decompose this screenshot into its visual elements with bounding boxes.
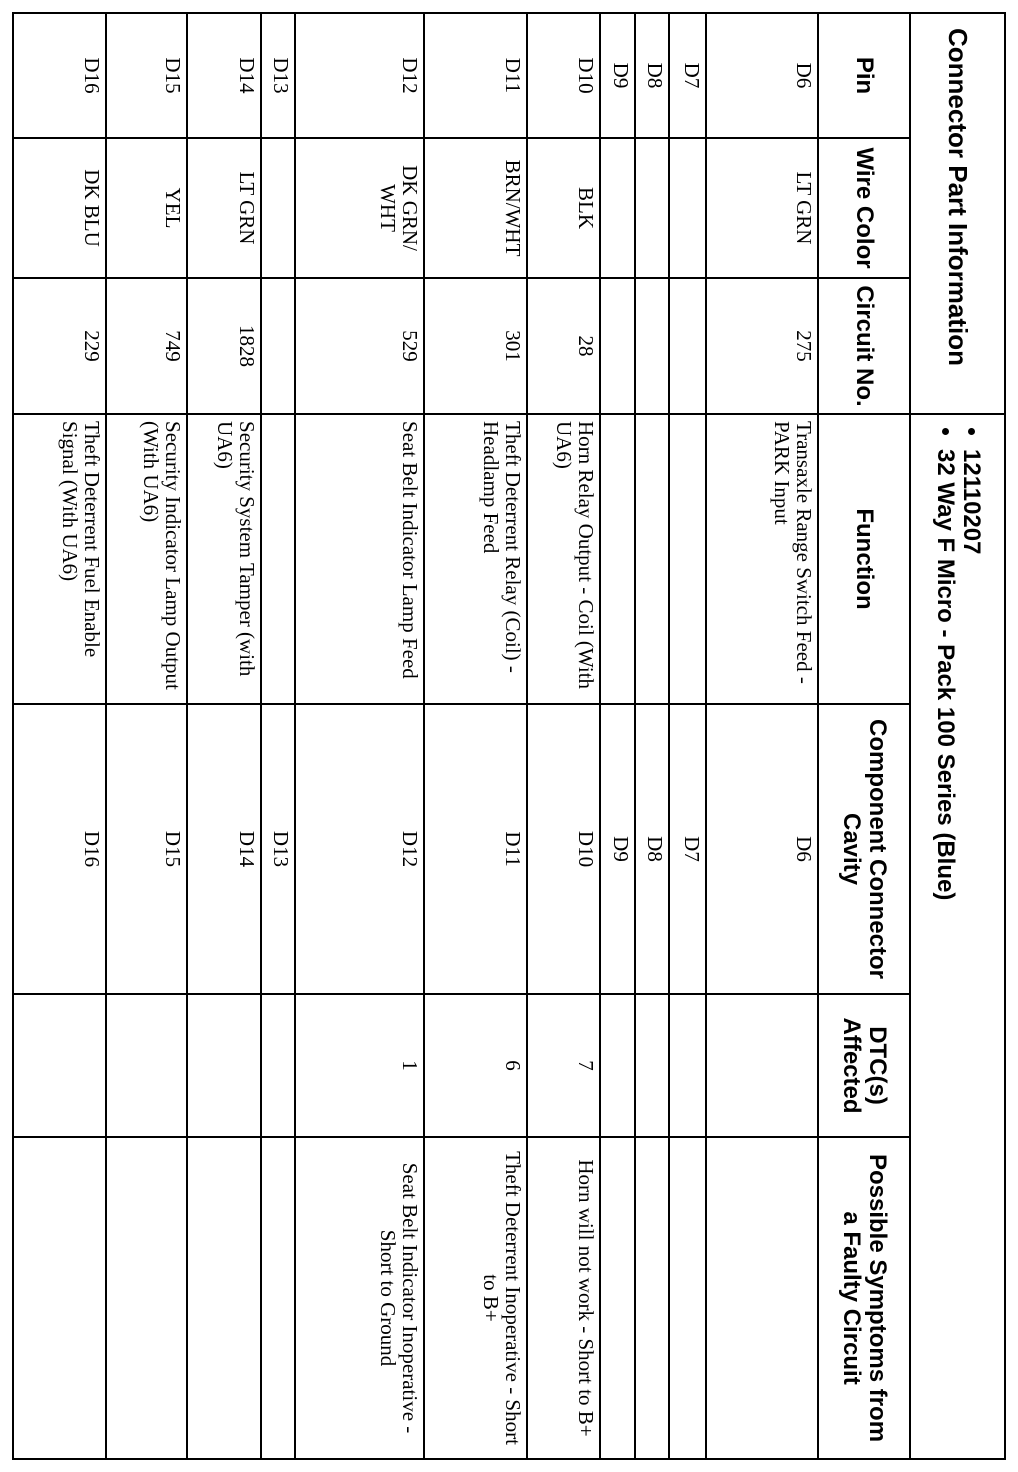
dtc-cell: 7 — [527, 994, 600, 1137]
table-row — [527, 13, 600, 1459]
table-row — [635, 13, 669, 1459]
cavity-cell: D6 — [706, 704, 818, 994]
cavity-cell: D15 — [106, 704, 188, 994]
connector-description: • 32 Way F Micro - Pack 100 Series (Blue) — [932, 449, 958, 1452]
header-row — [818, 13, 911, 1459]
function-cell — [600, 414, 634, 704]
pin-cell: D10 — [527, 13, 600, 138]
symptoms-cell — [635, 1137, 669, 1459]
pin-cell: D7 — [669, 13, 706, 138]
wire-color-cell: LT GRN — [187, 138, 260, 278]
function-cell: Seat Belt Indicator Lamp Feed — [295, 414, 424, 704]
symptoms-cell: Horn will not work - Short to B+ — [527, 1137, 600, 1459]
function-cell — [635, 414, 669, 704]
function-cell: Theft Deterrent Relay (Coil) - Headlamp Feed — [424, 414, 527, 704]
pin-cell: D14 — [187, 13, 260, 138]
dtc-cell — [106, 994, 188, 1137]
pin-cell: D9 — [600, 13, 634, 138]
pin-cell: D11 — [424, 13, 527, 138]
function-cell: Transaxle Range Switch Feed - PARK Input — [706, 414, 818, 704]
symptoms-cell — [669, 1137, 706, 1459]
wire-color-cell: DK BLU — [13, 138, 106, 278]
title-row — [910, 13, 1005, 1459]
function-cell — [669, 414, 706, 704]
cavity-cell: D8 — [635, 704, 669, 994]
circuit-cell: 229 — [13, 278, 106, 414]
wire-color-cell — [600, 138, 634, 278]
pin-cell: D6 — [706, 13, 818, 138]
pin-cell: D15 — [106, 13, 188, 138]
circuit-cell — [669, 278, 706, 414]
table-row — [261, 13, 295, 1459]
header-dtcs: DTC(s) Affected — [818, 994, 911, 1137]
cavity-cell: D11 — [424, 704, 527, 994]
connector-table — [12, 12, 1006, 1460]
cavity-cell: D10 — [527, 704, 600, 994]
header-pin: Pin — [818, 13, 911, 138]
cavity-cell: D14 — [187, 704, 260, 994]
circuit-cell: 28 — [527, 278, 600, 414]
connector-info — [910, 414, 1005, 1459]
pin-cell: D16 — [13, 13, 106, 138]
dtc-cell: 6 — [424, 994, 527, 1137]
table-row — [187, 13, 260, 1459]
table-row — [706, 13, 818, 1459]
wire-color-cell: BRN/WHT — [424, 138, 527, 278]
symptoms-cell: Seat Belt Indicator Inoperative - Short to Ground — [295, 1137, 424, 1459]
header-symptoms: Possible Symptoms from a Faulty Circuit — [818, 1137, 911, 1459]
circuit-cell — [635, 278, 669, 414]
table-title: Connector Part Information — [910, 13, 1005, 414]
circuit-cell — [600, 278, 634, 414]
symptoms-cell — [106, 1137, 188, 1459]
symptoms-cell — [600, 1137, 634, 1459]
circuit-cell: 529 — [295, 278, 424, 414]
cavity-cell: D13 — [261, 704, 295, 994]
circuit-cell: 275 — [706, 278, 818, 414]
table-row — [424, 13, 527, 1459]
pin-cell: D13 — [261, 13, 295, 138]
wire-color-cell: BLK — [527, 138, 600, 278]
dtc-cell — [669, 994, 706, 1137]
header-wire-color: Wire Color — [818, 138, 911, 278]
wire-color-cell — [669, 138, 706, 278]
header-circuit-no: Circuit No. — [818, 278, 911, 414]
dtc-cell — [635, 994, 669, 1137]
function-cell: Theft Deterrent Fuel Enable Signal (With UA6) — [13, 414, 106, 704]
symptoms-cell — [13, 1137, 106, 1459]
table-body — [13, 13, 818, 1459]
function-cell: Security Indicator Lamp Output (With UA6) — [106, 414, 188, 704]
pin-cell: D12 — [295, 13, 424, 138]
cavity-cell: D7 — [669, 704, 706, 994]
circuit-cell: 301 — [424, 278, 527, 414]
function-cell — [261, 414, 295, 704]
function-cell: Horn Relay Output - Coil (With UA6) — [527, 414, 600, 704]
table-row — [295, 13, 424, 1459]
wire-color-cell: LT GRN — [706, 138, 818, 278]
table-row — [669, 13, 706, 1459]
dtc-cell — [261, 994, 295, 1137]
dtc-cell — [706, 994, 818, 1137]
symptoms-cell: Theft Deterrent Inoperative - Short to B+ — [424, 1137, 527, 1459]
dtc-cell — [600, 994, 634, 1137]
circuit-cell: 1828 — [187, 278, 260, 414]
wire-color-cell — [635, 138, 669, 278]
dtc-cell — [187, 994, 260, 1137]
dtc-cell — [13, 994, 106, 1137]
wire-color-cell: DK GRN/ WHT — [295, 138, 424, 278]
circuit-cell — [261, 278, 295, 414]
function-cell: Security System Tamper (with UA6) — [187, 414, 260, 704]
table-row — [106, 13, 188, 1459]
circuit-cell: 749 — [106, 278, 188, 414]
table-row — [600, 13, 634, 1459]
wire-color-cell — [261, 138, 295, 278]
wire-color-cell: YEL — [106, 138, 188, 278]
dtc-cell: 1 — [295, 994, 424, 1137]
cavity-cell: D12 — [295, 704, 424, 994]
part-number: • 12110207 — [958, 449, 984, 1452]
symptoms-cell — [187, 1137, 260, 1459]
table-row — [13, 13, 106, 1459]
header-function: Function — [818, 414, 911, 704]
pin-cell: D8 — [635, 13, 669, 138]
cavity-cell: D16 — [13, 704, 106, 994]
symptoms-cell — [261, 1137, 295, 1459]
cavity-cell: D9 — [600, 704, 634, 994]
symptoms-cell — [706, 1137, 818, 1459]
header-component-cavity: Component Connector Cavity — [818, 704, 911, 994]
